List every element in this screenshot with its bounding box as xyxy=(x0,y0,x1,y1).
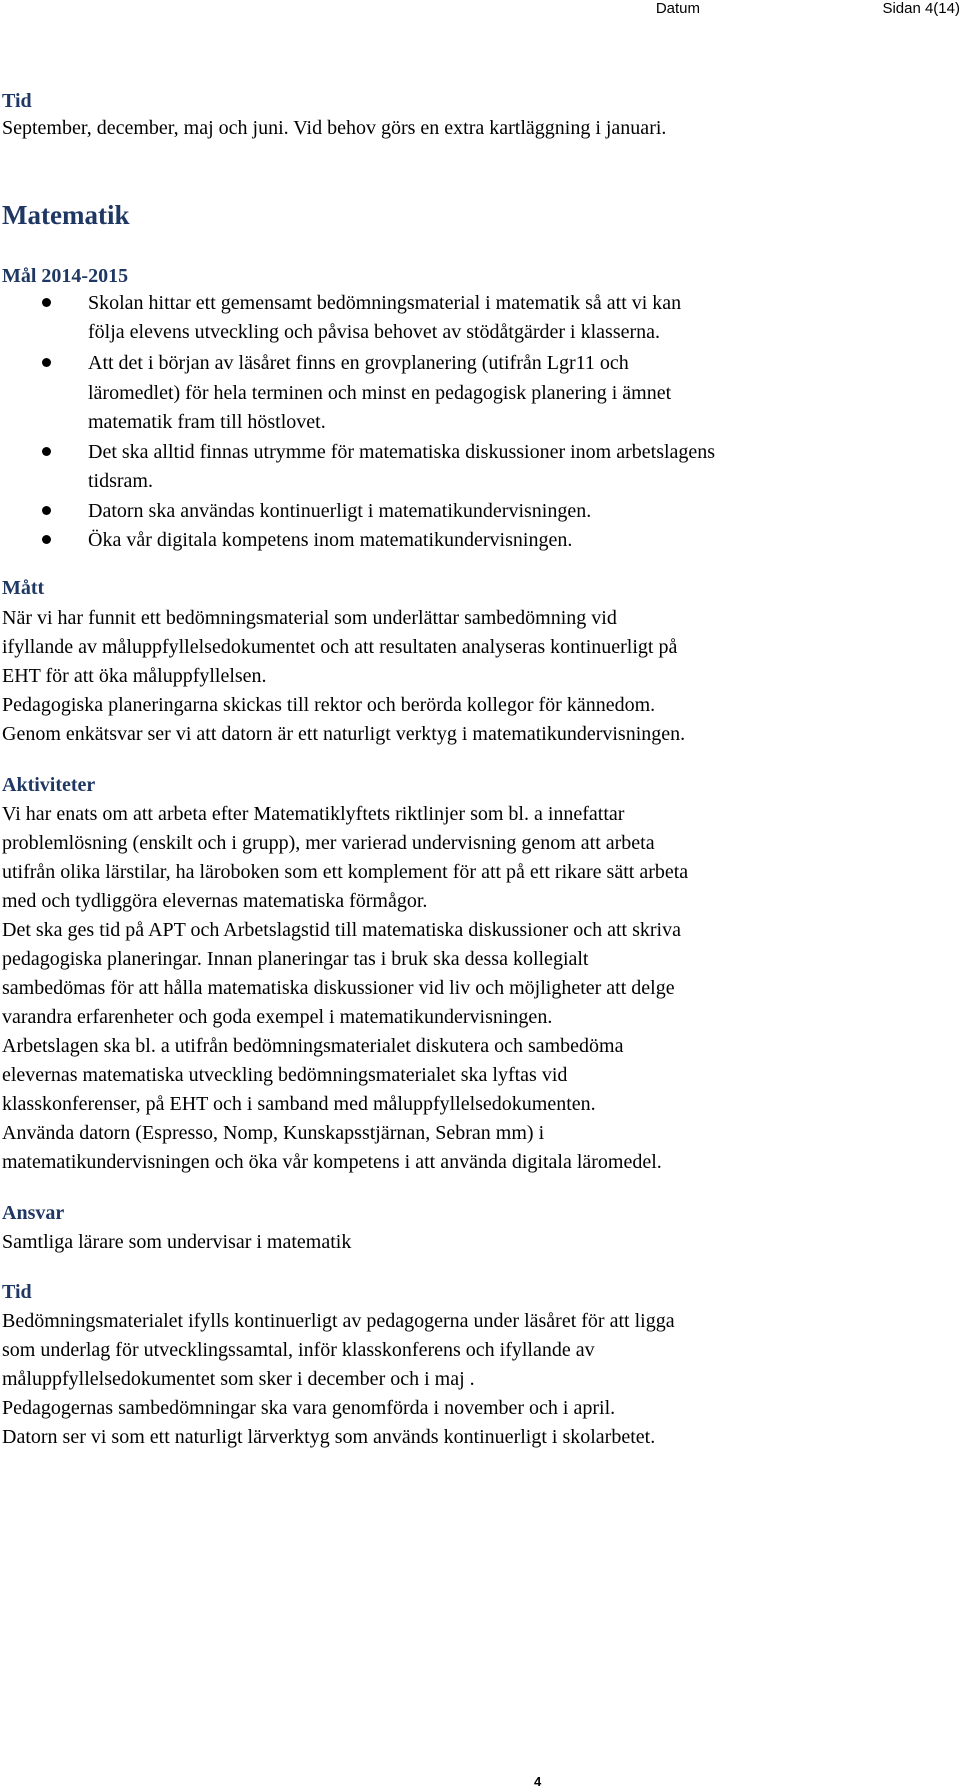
matt-heading: Mått xyxy=(2,577,45,599)
tid2-line: Datorn ser vi som ett naturligt lärverktyg som används kontinuerligt i skolarbetet. xyxy=(2,1426,656,1448)
tid2-heading: Tid xyxy=(2,1281,32,1303)
ansvar-heading: Ansvar xyxy=(2,1202,65,1224)
aktiviteter-line: problemlösning (enskilt och i grupp), mer varierad undervisning genom att arbeta xyxy=(2,832,655,854)
aktiviteter-line: utifrån olika lärstilar, ha läroboken som ett komplement för att på ett rikare sätt arbeta xyxy=(2,861,689,883)
footer-page-number: 4 xyxy=(534,1774,542,1789)
bullet-dot xyxy=(42,506,51,515)
bullet-1-line-1: Skolan hittar ett gemensamt bedömningsmaterial i matematik så att vi kan xyxy=(88,292,682,314)
tid2-line: måluppfyllelsedokumentet som sker i december och i maj . xyxy=(2,1368,475,1390)
bullet-dot xyxy=(42,535,51,544)
aktiviteter-line: Använda datorn (Espresso, Nomp, Kunskapsstjärnan, Sebran mm) i xyxy=(2,1122,545,1144)
bullet-1-line-2: följa elevens utveckling och påvisa behovet av stödåtgärder i klasserna. xyxy=(88,321,661,343)
aktiviteter-line: med och tydliggöra elevernas matematiska förmågor. xyxy=(2,890,428,912)
aktiviteter-line: klasskonferenser, på EHT och i samband med måluppfyllelsedokumenten. xyxy=(2,1093,596,1115)
bullet-2-line-3: matematik fram till höstlovet. xyxy=(88,411,326,433)
matt-line: Pedagogiska planeringarna skickas till rektor och berörda kollegor för kännedom. xyxy=(2,694,656,716)
bullet-3-line-1: Det ska alltid finnas utrymme för matematiska diskussioner inom arbetslagens xyxy=(88,441,716,463)
goal-heading: Mål 2014-2015 xyxy=(2,265,129,287)
matt-line: EHT för att öka måluppfyllelsen. xyxy=(2,665,267,687)
matt-line: När vi har funnit ett bedömningsmaterial som underlättar sambedömning vid xyxy=(2,607,617,629)
aktiviteter-line: Arbetslagen ska bl. a utifrån bedömningsmaterialet diskutera och sambedöma xyxy=(2,1035,624,1057)
aktiviteter-heading: Aktiviteter xyxy=(2,774,96,796)
bullet-dot xyxy=(42,447,51,456)
tid2-line: som underlag för utvecklingssamtal, inför klasskonferens och ifyllande av xyxy=(2,1339,595,1361)
aktiviteter-line: Vi har enats om att arbeta efter Matematiklyftets riktlinjer som bl. a innefattar xyxy=(2,803,625,825)
bullet-2-line-1: Att det i början av läsåret finns en grovplanering (utifrån Lgr11 och xyxy=(88,352,629,374)
bullet-5-line-1: Öka vår digitala kompetens inom matematikundervisningen. xyxy=(88,529,573,551)
matematik-title: Matematik xyxy=(2,200,130,230)
aktiviteter-line: pedagogiska planeringar. Innan planeringar tas i bruk ska dessa kollegialt xyxy=(2,948,589,970)
aktiviteter-line: varandra erfarenheter och goda exempel i matematikundervisningen. xyxy=(2,1006,553,1028)
matt-line: Genom enkätsvar ser vi att datorn är ett naturligt verktyg i matematikundervisningen. xyxy=(2,723,686,745)
bullet-2-line-2: läromedlet) för hela terminen och minst en pedagogisk planering i ämnet xyxy=(88,382,672,404)
matt-line: ifyllande av måluppfyllelsedokumentet och att resultaten analyseras kontinuerligt på xyxy=(2,636,678,658)
aktiviteter-line: elevernas matematiska utveckling bedömningsmaterialet ska lyftas vid xyxy=(2,1064,568,1086)
tid-line: September, december, maj och juni. Vid behov görs en extra kartläggning i januari. xyxy=(2,117,667,139)
aktiviteter-line: sambedömas för att hålla matematiska diskussioner vid liv och möjligheter att delge xyxy=(2,977,675,999)
aktiviteter-line: Det ska ges tid på APT och Arbetslagstid till matematiska diskussioner och att skriva xyxy=(2,919,681,941)
bullet-dot xyxy=(42,358,51,367)
header-date-label: Datum xyxy=(655,0,700,17)
tid-heading: Tid xyxy=(2,90,32,112)
tid2-line: Pedagogernas sambedömningar ska vara genomförda i november och i april. xyxy=(2,1397,616,1419)
header-page-label: Sidan 4(14) xyxy=(882,0,960,17)
ansvar-line: Samtliga lärare som undervisar i matematik xyxy=(2,1231,352,1253)
aktiviteter-line: matematikundervisningen och öka vår kompetens i att använda digitala läromedel. xyxy=(2,1151,662,1173)
bullet-3-line-2: tidsram. xyxy=(88,470,153,492)
bullet-4-line-1: Datorn ska användas kontinuerligt i matematikundervisningen. xyxy=(88,500,592,522)
bullet-dot xyxy=(42,298,51,307)
tid2-line: Bedömningsmaterialet ifylls kontinuerligt av pedagogerna under läsåret för att ligga xyxy=(2,1310,675,1332)
